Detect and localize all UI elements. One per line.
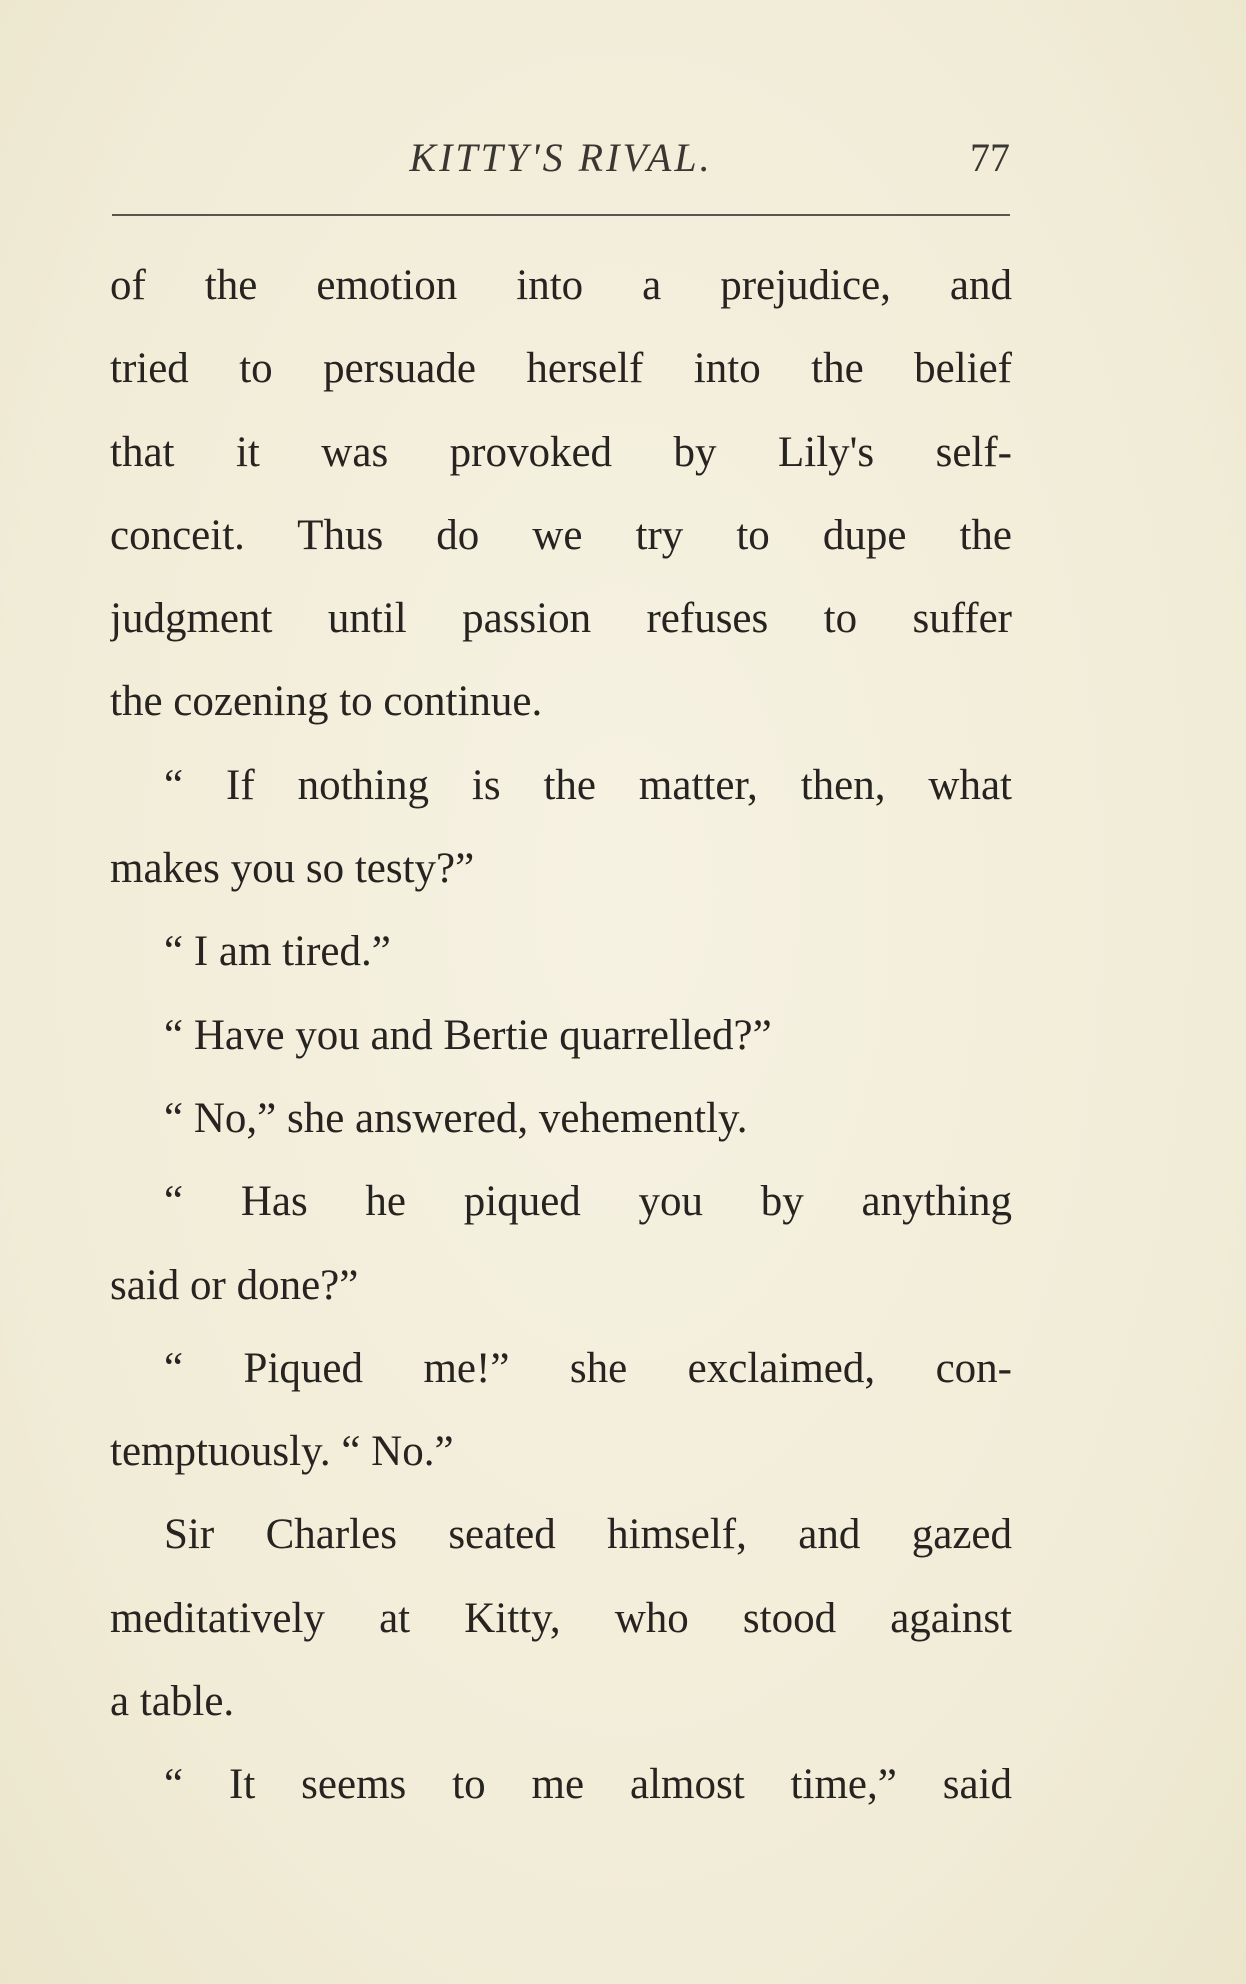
text-line: the cozening to continue. <box>110 678 543 726</box>
text-line: “ Piqued me!” she exclaimed, con- <box>164 1344 1012 1392</box>
text-line: a table. <box>110 1678 235 1726</box>
text-line: tried to persuade herself into the belief <box>110 345 1012 393</box>
text-line: judgment until passion refuses to suffer <box>110 595 1012 643</box>
text-line: “ Have you and Bertie quarrelled?” <box>164 1011 772 1059</box>
header-rule <box>112 214 1010 216</box>
text-line: of the emotion into a prejudice, and <box>110 262 1012 309</box>
text-line: temptuously. “ No.” <box>110 1428 454 1476</box>
running-title: KITTY'S RIVAL. <box>409 135 713 180</box>
text-line: “ If nothing is the matter, then, what <box>164 761 1012 809</box>
text-line: makes you so testy?” <box>110 845 475 893</box>
body-text <box>110 244 1012 1827</box>
text-line: “ No,” she answered, vehemently. <box>164 1094 748 1142</box>
text-line: conceit. Thus do we try to dupe the <box>110 511 1012 559</box>
text-line: “ Has he piqued you by anything <box>164 1178 1012 1226</box>
text-line: that it was provoked by Lily's self- <box>110 428 1012 476</box>
text-line: Sir Charles seated himself, and gazed <box>164 1511 1012 1559</box>
page-number: 77 <box>970 135 1010 180</box>
text-line: “ It seems to me almost time,” said <box>164 1761 1012 1809</box>
text-line: said or done?” <box>110 1261 359 1309</box>
running-header <box>112 134 1010 194</box>
text-line: meditatively at Kitty, who stood against <box>110 1594 1012 1642</box>
text-line: “ I am tired.” <box>164 928 391 976</box>
